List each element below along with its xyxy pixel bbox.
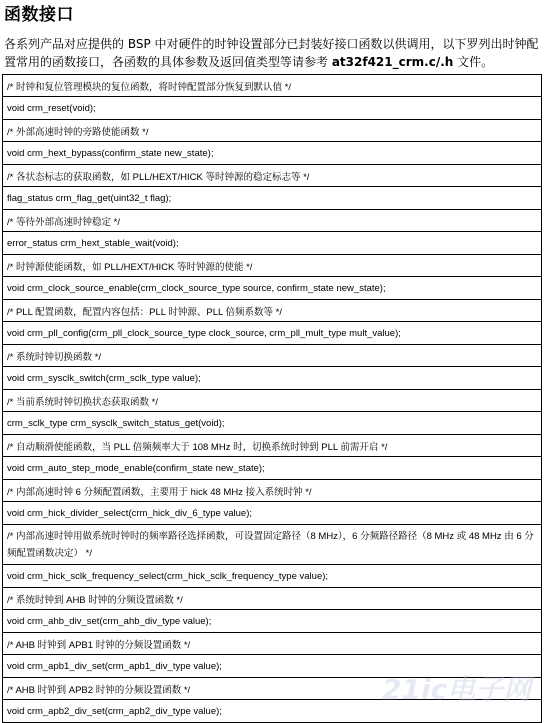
function-signature: void crm_hick_divider_select(crm_hick_div_6_type value); [3, 502, 542, 525]
function-comment: /* PLL 配置函数，配置内容包括：PLL 时钟源、PLL 倍频系数等 */ [3, 300, 542, 322]
function-signature-row [3, 142, 542, 165]
section-heading: 函数接口 [4, 5, 74, 25]
function-comment: /* 当前系统时钟切换状态获取函数 */ [3, 390, 542, 412]
function-signature-row [3, 457, 542, 480]
function-signature: void crm_hick_sclk_frequency_select(crm_hick_sclk_frequency_type value); [3, 565, 542, 588]
function-signature-row [3, 412, 542, 435]
function-comment: /* 时钟源使能函数，如 PLL/HEXT/HICK 等时钟源的使能 */ [3, 255, 542, 277]
intro-text: 各系列产品对应提供的 BSP 中对硬件的时钟设置部分已封装好接口函数以供调用，以下罗列出时钟配置常用的函数接口，各函数的具体参数及返回值类型等请参考 [4, 37, 539, 69]
function-comment: /* 内部高速时钟用做系统时钟时的频率路径选择函数，可设置固定路径（8 MHz），6 分频路径路径（8 MHz 或 48 MHz 由 6 分频配置函数决定） */ [3, 525, 542, 565]
function-table-body [3, 75, 542, 723]
function-comment-row [3, 678, 542, 700]
watermark-text: 21ic电子网 [382, 673, 532, 706]
function-comment-row [3, 75, 542, 97]
function-signature: void crm_sysclk_switch(crm_sclk_type value); [3, 367, 542, 390]
function-comment-row [3, 345, 542, 367]
function-comment: /* AHB 时钟到 APB2 时钟的分频设置函数 */ [3, 678, 542, 700]
function-signature: error_status crm_hext_stable_wait(void); [3, 232, 542, 255]
function-signature: crm_sclk_type crm_sysclk_switch_status_get(void); [3, 412, 542, 435]
function-comment: /* 系统时钟切换函数 */ [3, 345, 542, 367]
function-comment-row [3, 480, 542, 502]
function-signature-row [3, 565, 542, 588]
intro-paragraph [4, 35, 542, 71]
function-signature: void crm_clock_source_enable(crm_clock_source_type source, confirm_state new_state); [3, 277, 542, 300]
function-comment: /* 等待外部高速时钟稳定 */ [3, 210, 542, 232]
function-comment: /* 内部高速时钟 6 分频配置函数，主要用于 hick 48 MHz 接入系统时钟 */ [3, 480, 542, 502]
function-signature-row [3, 322, 542, 345]
function-signature: flag_status crm_flag_get(uint32_t flag); [3, 187, 542, 210]
function-signature-row [3, 502, 542, 525]
function-table [2, 74, 542, 723]
function-signature-row [3, 655, 542, 678]
function-comment-row [3, 210, 542, 232]
function-comment-row [3, 120, 542, 142]
function-signature: void crm_hext_bypass(confirm_state new_state); [3, 142, 542, 165]
function-signature-row [3, 187, 542, 210]
function-comment-row [3, 525, 542, 565]
function-signature: void crm_ahb_div_set(crm_ahb_div_type value); [3, 610, 542, 633]
function-signature-row [3, 277, 542, 300]
function-comment: /* AHB 时钟到 APB1 时钟的分频设置函数 */ [3, 633, 542, 655]
function-signature: void crm_apb2_div_set(crm_apb2_div_type value); [3, 700, 542, 723]
function-signature-row [3, 700, 542, 723]
function-signature-row [3, 232, 542, 255]
function-comment: /* 系统时钟到 AHB 时钟的分频设置函数 */ [3, 588, 542, 610]
function-signature: void crm_apb1_div_set(crm_apb1_div_type value); [3, 655, 542, 678]
function-comment-row [3, 633, 542, 655]
function-comment-row [3, 300, 542, 322]
intro-filename: at32f421_crm.c/.h [331, 55, 454, 69]
function-comment-row [3, 165, 542, 187]
function-comment-row [3, 435, 542, 457]
function-comment-row [3, 390, 542, 412]
function-signature-row [3, 610, 542, 633]
function-comment: /* 时钟和复位管理模块的复位函数，将时钟配置部分恢复到默认值 */ [3, 75, 542, 97]
intro-text-end: 文件。 [453, 55, 494, 69]
function-comment: /* 外部高速时钟的旁路使能函数 */ [3, 120, 542, 142]
function-signature: void crm_auto_step_mode_enable(confirm_state new_state); [3, 457, 542, 480]
function-signature-row [3, 367, 542, 390]
function-signature-row [3, 97, 542, 120]
function-signature: void crm_reset(void); [3, 97, 542, 120]
function-comment-row [3, 255, 542, 277]
function-comment-row [3, 588, 542, 610]
function-comment: /* 自动顺滑使能函数，当 PLL 倍频频率大于 108 MHz 时，切换系统时钟到 PLL 前需开启 */ [3, 435, 542, 457]
function-signature: void crm_pll_config(crm_pll_clock_source_type clock_source, crm_pll_mult_type mult_value); [3, 322, 542, 345]
function-comment: /* 各状态标志的获取函数，如 PLL/HEXT/HICK 等时钟源的稳定标志等 */ [3, 165, 542, 187]
